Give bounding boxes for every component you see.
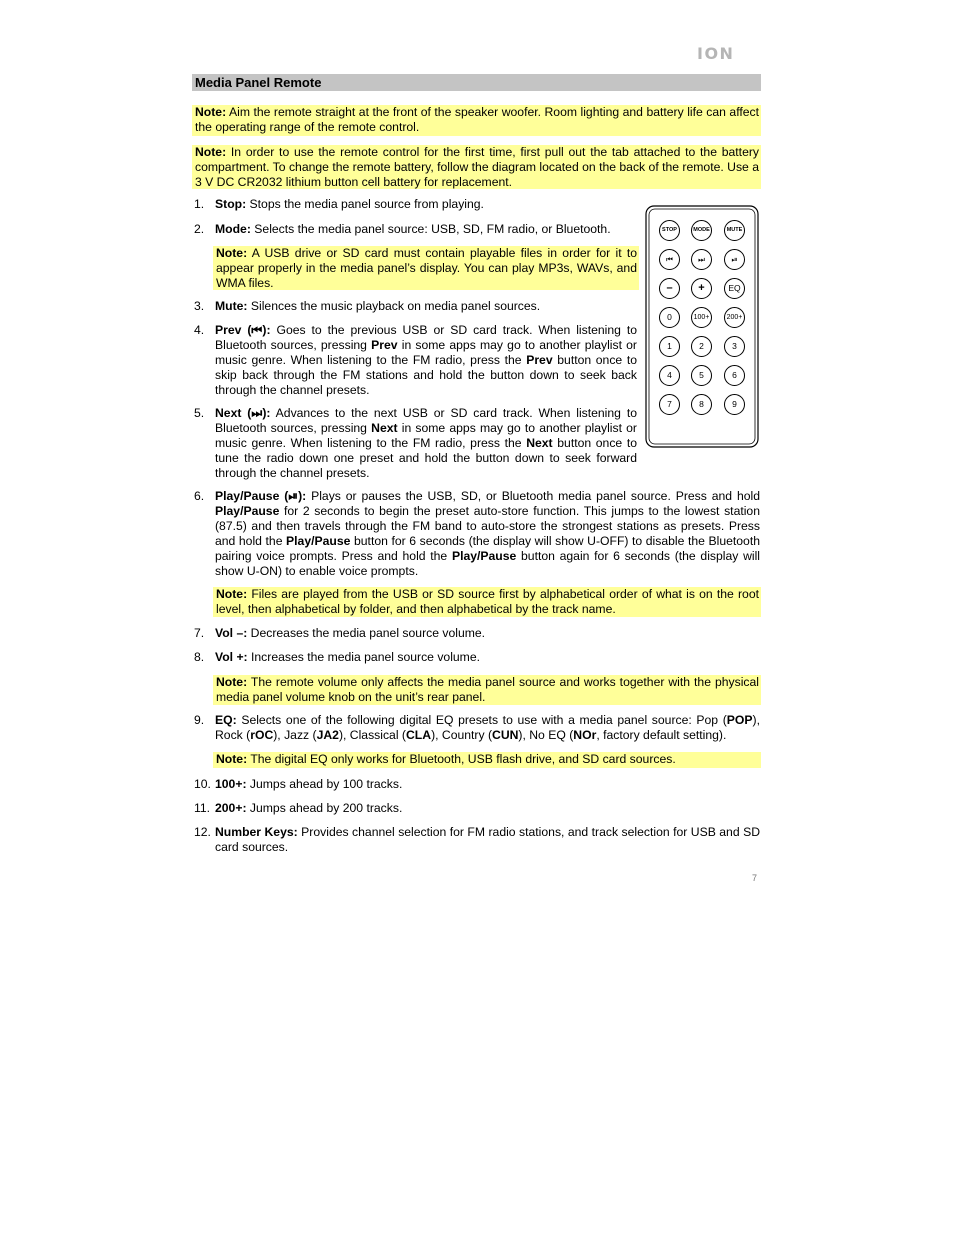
item-text: Stops the media panel source from playing. [249,197,484,211]
item-text: Increases the media panel source volume. [251,650,480,664]
remote-mode-button: MODE [691,220,712,241]
remote-100-button: 100+ [691,307,712,328]
item-label: Vol –: [215,626,248,640]
item-number: 9. [194,713,205,727]
item-body: EQ: Selects one of the following digital EQ presets to use with a media panel source: Pop (POP), Rock (rOC), Jazz (JA2), Classical (CLA), Country (CUN), No EQ (NOr, factory default setting). [215,713,760,742]
remote-key-9: 9 [724,394,745,415]
item-body [215,777,760,792]
item-label: Mute: [215,299,248,313]
item-body [215,197,640,212]
item-body [215,299,640,314]
remote-key-8: 8 [691,394,712,415]
remote-200-button: 200+ [724,307,745,328]
item-body: Prev (⏮): Goes to the previous USB or SD card track. When listening to Bluetooth sources, pressing Prev in some apps may go to another playlist or music genre. When listening to the FM radio, press the Prev button once to skip back through the FM stations and hold the button down to seek back through the channel presets. [215,323,638,397]
item-label: EQ: [215,713,237,727]
item-text: Decreases the media panel source volume. [250,626,486,640]
remote-key-2: 2 [691,336,712,357]
remote-stop-button: STOP [659,220,680,241]
note-text: A USB drive or SD card must contain playable files in order for it to appear properly in the media panel’s display. You can play MP3s, WAVs, and WMA files. [216,246,637,290]
item-text: Jumps ahead by 100 tracks. [249,777,403,791]
item-body: Next (⏭): Advances to the next USB or SD card track. When listening to Bluetooth sources, pressing Next in some apps may go to another playlist or music genre. When listening to the FM radio, press the Next button once to tune the radio down one preset and hold the button down to seek forward through the channel presets. [215,406,638,480]
remote-next-icon: ⏭ [691,249,712,270]
item-label: Stop: [215,197,247,211]
item-number: 11. [194,801,211,815]
next-icon: (⏭): [247,406,271,420]
item-number: 4. [194,323,205,337]
item-label: Prev [215,323,242,337]
item-text: Provides channel selection for FM radio stations, and track selection for USB and SD card sources. [215,825,760,854]
item-text: Selects the media panel source: USB, SD, FM radio, or Bluetooth. [254,222,611,236]
remote-key-3: 3 [724,336,745,357]
item-label: Play/Pause [215,489,280,503]
item-text: Silences the music playback on media panel sources. [250,299,541,313]
item-number: 8. [194,650,205,664]
remote-mute-button: MUTE [724,220,745,241]
remote-eq-button: EQ [724,278,745,299]
ion-logo: ION [697,44,735,63]
item-label: Number Keys: [215,825,298,839]
page-number: 7 [752,873,758,883]
note-usb-files [213,246,639,290]
note-label: Note: [195,105,227,119]
remote-vol-down-button: – [659,278,680,299]
remote-prev-icon: ⏮ [659,249,680,270]
note-text: Aim the remote straight at the front of the speaker woofer. Room lighting and battery life can affect the operating range of the remote control. [195,105,759,134]
remote-play-pause-icon: ⏯ [724,249,745,270]
remote-diagram [645,205,759,448]
prev-icon: (⏮): [247,323,271,337]
note-label: Note: [216,752,248,766]
item-number: 10. [194,777,211,791]
note-volume [213,675,761,705]
item-number: 3. [194,299,205,313]
note-text: The remote volume only affects the media panel source and works together with the physical media panel volume knob on the unit’s rear panel. [216,675,759,704]
note-label: Note: [195,145,227,159]
item-number: 1. [194,197,205,211]
play-pause-icon: (⏯): [284,489,307,503]
note-eq [213,752,761,768]
item-body [215,650,760,665]
note-label: Note: [216,587,248,601]
note-text: Files are played from the USB or SD source first by alphabetical order of what is on the root level, then alphabetical by folder, and then alphabetical by the track name. [216,587,759,616]
note-aim [192,105,761,136]
item-body [215,626,760,641]
item-label: Mode: [215,222,251,236]
note-label: Note: [216,246,248,260]
remote-key-1: 1 [659,336,680,357]
item-number: 5. [194,406,205,420]
section-title: Media Panel Remote [192,74,761,91]
item-number: 6. [194,489,205,503]
remote-key-5: 5 [691,365,712,386]
remote-key-0: 0 [659,307,680,328]
item-text: Jumps ahead by 200 tracks. [249,801,403,815]
remote-vol-up-button: + [691,278,712,299]
note-text: In order to use the remote control for the first time, first pull out the tab attached to the battery compartment. To change the remote battery, follow the diagram located on the back of the remote. Use a 3 V DC CR2032 lithium button cell battery for replacement. [195,145,759,189]
note-label: Note: [216,675,248,689]
item-number: 12. [194,825,211,839]
item-body: Play/Pause (⏯): Plays or pauses the USB, SD, or Bluetooth media panel source. Press and hold Play/Pause for 2 seconds to begin the preset auto-store function. This jumps to the lowest station (87.5) and then travels through the FM band to auto-store the strongest stations as presets. Press and hold the Play/Pause button for 6 seconds (the display will show U-OFF) to disable the Bluetooth pairing voice prompts. Press and hold the Play/Pause button again for 6 seconds (the display will show U-ON) to enable voice prompts. [215,489,761,578]
note-text: The digital EQ only works for Bluetooth, USB flash drive, and SD card sources. [250,752,676,766]
note-file-order [213,587,761,617]
item-label: 200+: [215,801,247,815]
item-label: 100+: [215,777,247,791]
item-number: 7. [194,626,205,640]
item-label: Next [215,406,242,420]
item-number: 2. [194,222,205,236]
remote-key-4: 4 [659,365,680,386]
item-body [215,801,760,816]
remote-key-7: 7 [659,394,680,415]
item-body [215,222,640,237]
note-battery [192,145,761,189]
item-label: Vol +: [215,650,248,664]
remote-key-6: 6 [724,365,745,386]
item-body [215,825,760,855]
